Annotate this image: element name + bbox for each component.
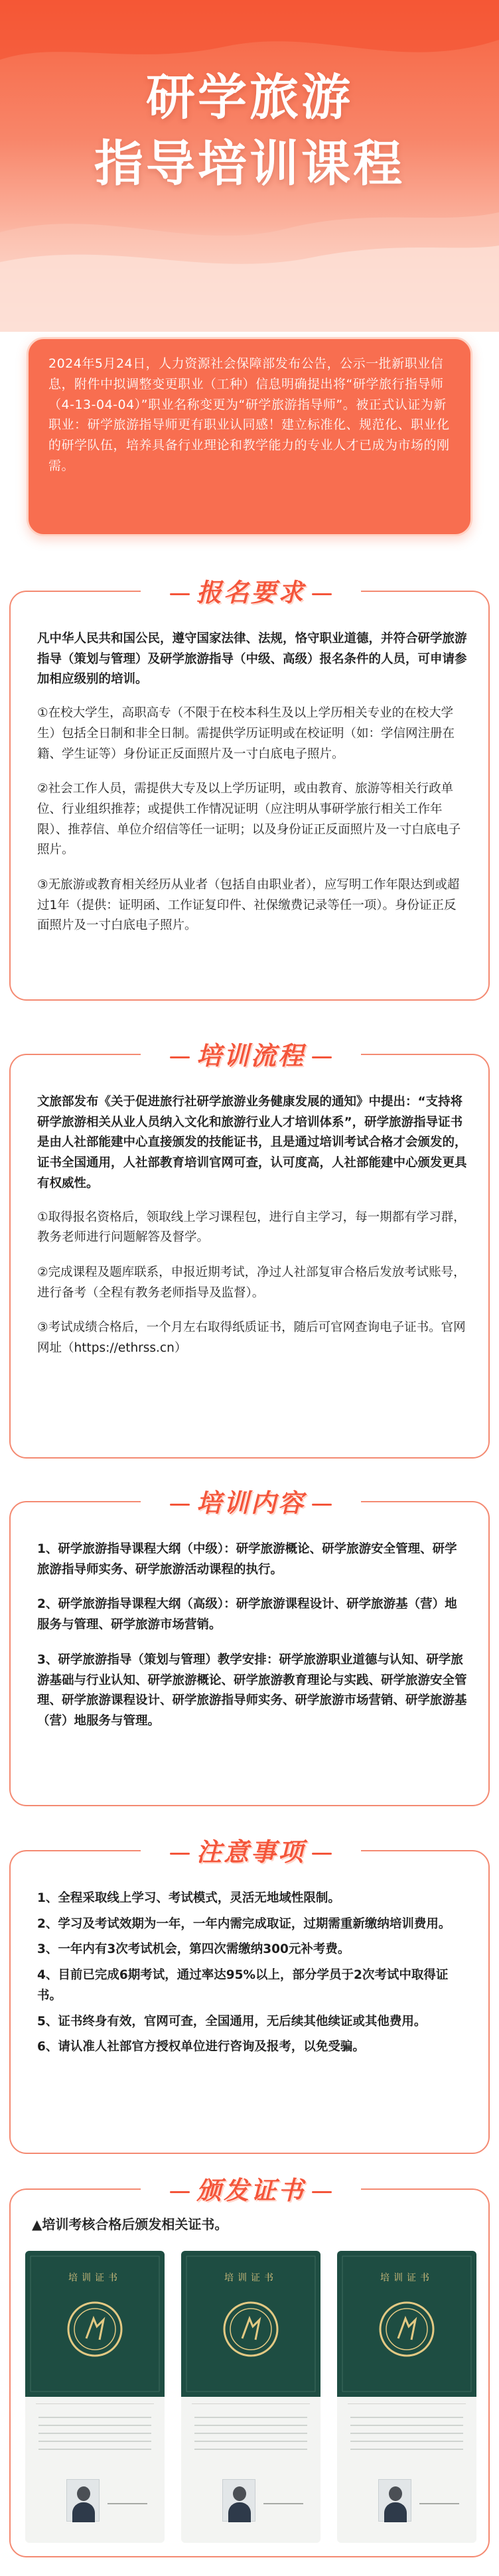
certificate-cover-label: 培训证书	[224, 2273, 277, 2283]
note-item: 6、请认准人社部官方授权单位进行咨询及报考，以免受骗。	[37, 2040, 365, 2054]
title-deco-right	[312, 1504, 332, 1506]
section-body	[37, 1889, 468, 2063]
certificate-text-lines	[38, 2417, 151, 2457]
requirement-item: ③无旅游或教育相关经历从业者（包括自由职业者），应写明工作年限达到或超过1年（提供：证明函、工作证复印件、社保缴费记录等任一项）。身份证正反面照片及一寸白底电子照片。	[37, 878, 460, 933]
intro-card	[27, 337, 472, 536]
hero-banner	[0, 0, 499, 332]
section-notes	[9, 1837, 490, 2154]
certificate-divider	[36, 2403, 154, 2404]
section-title-text: 注意事项	[196, 1837, 305, 1867]
section-header	[11, 1033, 491, 1079]
section-header	[11, 569, 491, 616]
certificate-image	[25, 2251, 165, 2543]
certificate-image	[181, 2251, 321, 2543]
certificate-photo	[378, 2479, 411, 2522]
certificate-image	[337, 2251, 476, 2543]
certificate-text-lines	[194, 2417, 307, 2457]
requirement-item: ②社会工作人员，需提供大专及以上学历证明，或由教育、旅游等相关行政单位、行业组织推荐；或提供工作情况证明（应注明从事研学旅行相关工作年限）、推荐信、单位介绍信等任一证明；以及身份证正反面照片及一寸白底电子照片。	[37, 782, 461, 857]
note-item: 5、证书终身有效，官网可查，全国通用，无后续其他续证或其他费用。	[37, 2014, 427, 2029]
section-body	[37, 1092, 468, 1364]
section-process	[9, 1041, 490, 1459]
title-deco-left	[170, 1853, 190, 1855]
section-title	[163, 1831, 338, 1868]
content-item: 3、研学旅游指导（策划与管理）教学安排：研学旅游职业道德与认知、研学旅游基础与行业认知、研学旅游概论、研学旅游教育理论与实践、研学旅游安全管理、研学旅游课程设计、研学旅游指导师实务、研学旅游市场营销、研学旅游基（营）地服务与管理。	[37, 1652, 467, 1728]
process-step: ③考试成绩合格后，一个月左右取得纸质证书，随后可官网查询电子证书。官网网址（https://ethrss.cn）	[37, 1321, 466, 1356]
process-lead: 文旅部发布《关于促进旅行社研学旅游业务健康发展的通知》中提出：“支持将研学旅游相关从业人员纳入文化和旅游行业人才培训体系”，研学旅游指导证书是由人社部能建中心直接颁发的技能证书，且是通过培训考试合格才会颁发的，证书全国通用，人社部教育培训官网可查，认可度高，人社部能建中心颁发更具有权威性。	[37, 1095, 467, 1190]
certificate-divider	[348, 2403, 466, 2404]
section-title-text: 培训流程	[196, 1041, 305, 1070]
title-deco-left	[170, 1056, 190, 1058]
content-item: 2、研学旅游指导课程大纲（高级）：研学旅游课程设计、研学旅游基（营）地服务与管理、研学旅游市场营销。	[37, 1597, 457, 1632]
certificate-cover-label: 培训证书	[380, 2273, 433, 2283]
certificate-text-lines	[350, 2417, 463, 2457]
note-item: 1、全程采取线上学习、考试模式，灵活无地域性限制。	[37, 1891, 340, 1905]
section-title-text: 报名要求	[196, 578, 305, 607]
title-deco-right	[312, 1056, 332, 1058]
process-step: ②完成课程及题库联系，申报近期考试，净过人社部复审合格后发放考试账号，进行备考（全程有教务老师指导及监督）。	[37, 1265, 466, 1300]
section-header	[11, 1829, 491, 1875]
note-item: 4、目前已完成6期考试，通过率达95%以上，部分学员于2次考试中取得证书。	[37, 1968, 449, 2003]
certificate-signature	[263, 2503, 303, 2504]
requirement-item: ①在校大学生，高职高专（不限于在校本科生及以上学历相关专业的在校大学生）包括全日制和非全日制。需提供学历证明或在校证明（如：学信网注册在籍、学生证等）身份证正反面照片及一寸白底电子照片。	[37, 706, 455, 761]
certificate-photo	[222, 2479, 255, 2522]
certificate-intro: ▲培训考核合格后颁发相关证书。	[32, 2216, 228, 2232]
process-step: ①取得报名资格后，领取线上学习课程包，进行自主学习，每一期都有学习群，教务老师进行问题解答及督学。	[37, 1210, 466, 1245]
section-title	[163, 2170, 338, 2206]
hero-title-line2: 指导培训课程	[94, 135, 405, 192]
title-deco-right	[312, 1853, 332, 1855]
section-title-text: 培训内容	[196, 1488, 305, 1518]
title-deco-left	[170, 1504, 190, 1506]
title-deco-right	[312, 2191, 332, 2193]
note-item: 2、学习及考试效期为一年，一年内需完成取证，过期需重新缴纳培训费用。	[37, 1916, 451, 1931]
section-title	[163, 1035, 338, 1072]
content-item: 1、研学旅游指导课程大纲（中级）：研学旅游概论、研学旅游安全管理、研学旅游指导师实务、研学旅游活动课程的执行。	[37, 1542, 457, 1577]
section-title-text: 颁发证书	[196, 2176, 305, 2205]
section-content	[9, 1488, 490, 1806]
section-title	[163, 1482, 338, 1519]
section-body	[37, 1539, 468, 1737]
certificate-photo	[66, 2479, 100, 2522]
section-header	[11, 2167, 491, 2214]
certificate-signature	[107, 2503, 147, 2504]
section-requirements	[9, 578, 490, 1001]
certificate-signature	[419, 2503, 459, 2504]
certificate-cover-label: 培训证书	[68, 2273, 121, 2283]
section-body	[37, 629, 468, 942]
certificate-divider	[192, 2403, 310, 2404]
intro-text: 2024年5月24日，人力资源社会保障部发布公告，公示一批新职业信息，附件中拟调整变更职业（工种）信息明确提出将“研学旅行指导师（4-13-04-04）”职业名称变更为“研学旅游指导师”。被正式认证为新职业：研学旅游指导师更有职业认同感！建立标准化、规范化、职业化的研学队伍，培养具备行业理论和教学能力的专业人才已成为市场的刚需。	[48, 356, 450, 473]
section-header	[11, 1480, 491, 1526]
hero-title-line1: 研学旅游	[146, 69, 353, 126]
requirements-lead: 凡中华人民共和国公民，遵守国家法律、法规，恪守职业道德，并符合研学旅游指导（策划与管理）及研学旅游指导（中级、高级）报名条件的人员，可申请参加相应级别的培训。	[37, 632, 467, 687]
note-item: 3、一年内有3次考试机会，第四次需缴纳300元补考费。	[37, 1942, 350, 1957]
section-certificate	[9, 2176, 490, 2557]
title-deco-right	[312, 593, 332, 595]
title-deco-left	[170, 593, 190, 595]
section-title	[163, 572, 338, 608]
title-deco-left	[170, 2191, 190, 2193]
